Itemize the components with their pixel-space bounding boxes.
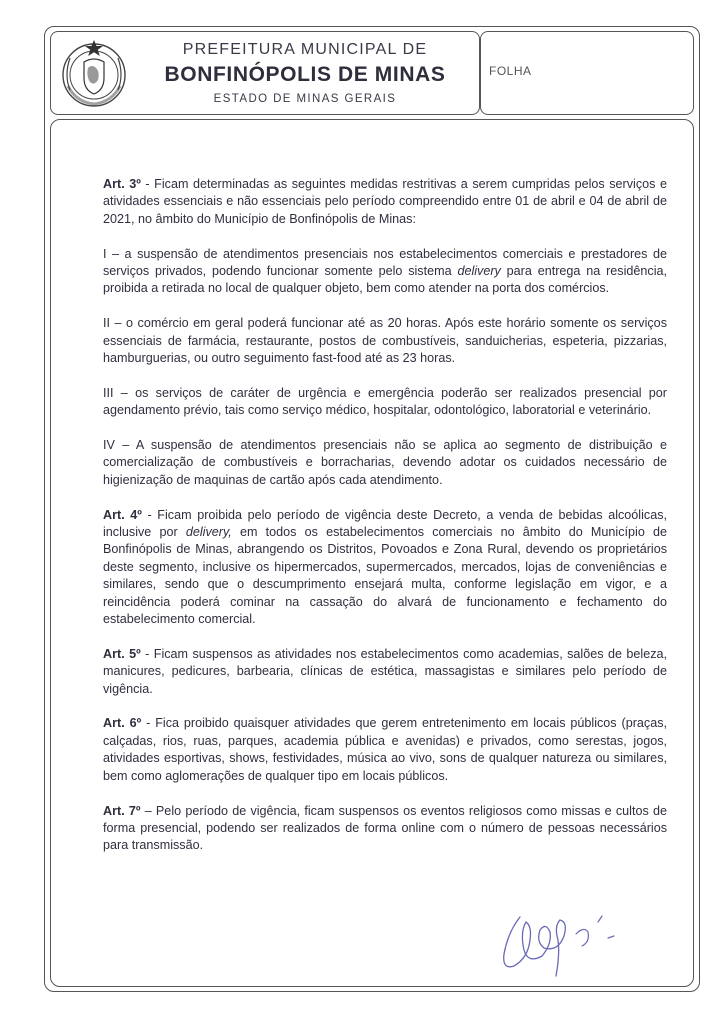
- article-text: - Ficam suspensos as atividades nos estabelecimentos como academias, salões de beleza, manicures, pedicures, barbearia, clínicas de estética, massagistas e similares pelo período de vigência.: [103, 646, 667, 696]
- article-text: - Ficam proibida pelo período de vigência deste Decreto, a venda de bebidas alcoólicas, inclusive por: [103, 507, 668, 540]
- article-3: [103, 176, 667, 228]
- item-text: I – a suspensão de atendimentos presenciais nos estabelecimentos comerciais e prestadores de serviços privados, podendo funcionar somente pelo sistema: [103, 246, 667, 279]
- article-label: Art. 4º: [103, 507, 142, 522]
- article-text: em todos os estabelecimentos comerciais no âmbito do Município de Bonfinópolis de Minas, abrangendo os Distritos, Povoados e Zona Rural, devendo os proprietários deste segmento, inclusive os hipermercados, supermercados, mercados, lojas de conveniências e similares, sendo que o descumprimento ensejará multa, conforme legislação em vigor, e a reincidência poderá cominar na cassação do alvará de funcionamento e fechamento do estabelecimento comercial.: [103, 525, 667, 627]
- article-text: - Fica proibido quaisquer atividades que gerem entretenimento em locais públicos (praças, calçadas, rios, ruas, parques, academia pública e avenidas) e privados, como serestas, jogos, atividades esportivas, shows, festividades, música ao vivo, sons de qualquer natureza ou similares, bem como aglomerações de qualquer tipo em locais públicos.: [103, 716, 667, 783]
- item-italic: delivery: [457, 264, 501, 279]
- document-body: [103, 176, 667, 872]
- article-label: Art. 3º: [103, 177, 141, 191]
- article-text: – Pelo período de vigência, ficam suspensos os eventos religiosos como missas e cultos de forma presencial, podendo ser realizados de forma online com o número de pessoas necessários para transmissão.: [103, 803, 667, 853]
- article-6: [103, 715, 667, 785]
- item-text: para entrega na residência, proibida a retirada no local de qualquer objeto, bem como atender na porta dos comércios.: [103, 264, 667, 296]
- article-label: Art. 6º: [103, 716, 142, 731]
- article-italic: delivery,: [185, 525, 232, 540]
- item-ii: II – o comércio em geral poderá funcionar até as 20 horas. Após este horário somente os serviços essenciais de farmácia, restaurante, postos de combustíveis, sanduicherias, espeteria, pizzarias, hamburguerias, ou outro seguimento fast-food até as 23 horas.: [103, 316, 667, 366]
- article-label: Art. 7º: [103, 803, 141, 818]
- coat-of-arms-icon: [56, 38, 132, 108]
- item-iii: III – os serviços de caráter de urgência e emergência poderão ser realizados presencial por agendamento prévio, tais como serviço médico, hospitalar, odontológico, laboratorial e veterinário.: [103, 385, 667, 418]
- folha-box: [480, 31, 694, 115]
- article-4: [103, 507, 667, 629]
- article-label: Art. 5º: [103, 646, 141, 661]
- article-7: [103, 803, 667, 855]
- item-iv: IV – A suspensão de atendimentos presenciais não se aplica ao segmento de distribuição e comercialização de combustíveis e borracharias, devendo adotar os cuidados necessário de higienização de maquinas de cartão após cada atendimento.: [103, 438, 667, 487]
- signature-icon: [480, 892, 630, 982]
- folha-label: FOLHA: [489, 64, 532, 78]
- article-text: - Ficam determinadas as seguintes medidas restritivas a serem cumpridas pelos serviços e atividades essenciais e não essenciais pelo período compreendido entre 01 de abril e 04 de abril de 2021, no âmbito do Município de Bonfinópolis de Minas:: [103, 177, 667, 226]
- org-name-line1: PREFEITURA MUNICIPAL DE: [182, 41, 428, 58]
- item-i: [103, 246, 667, 298]
- article-5: [103, 646, 667, 698]
- org-state-line: ESTADO DE MINAS GERAIS: [213, 93, 397, 105]
- org-name-line2: BONFINÓPOLIS DE MINAS: [164, 63, 446, 86]
